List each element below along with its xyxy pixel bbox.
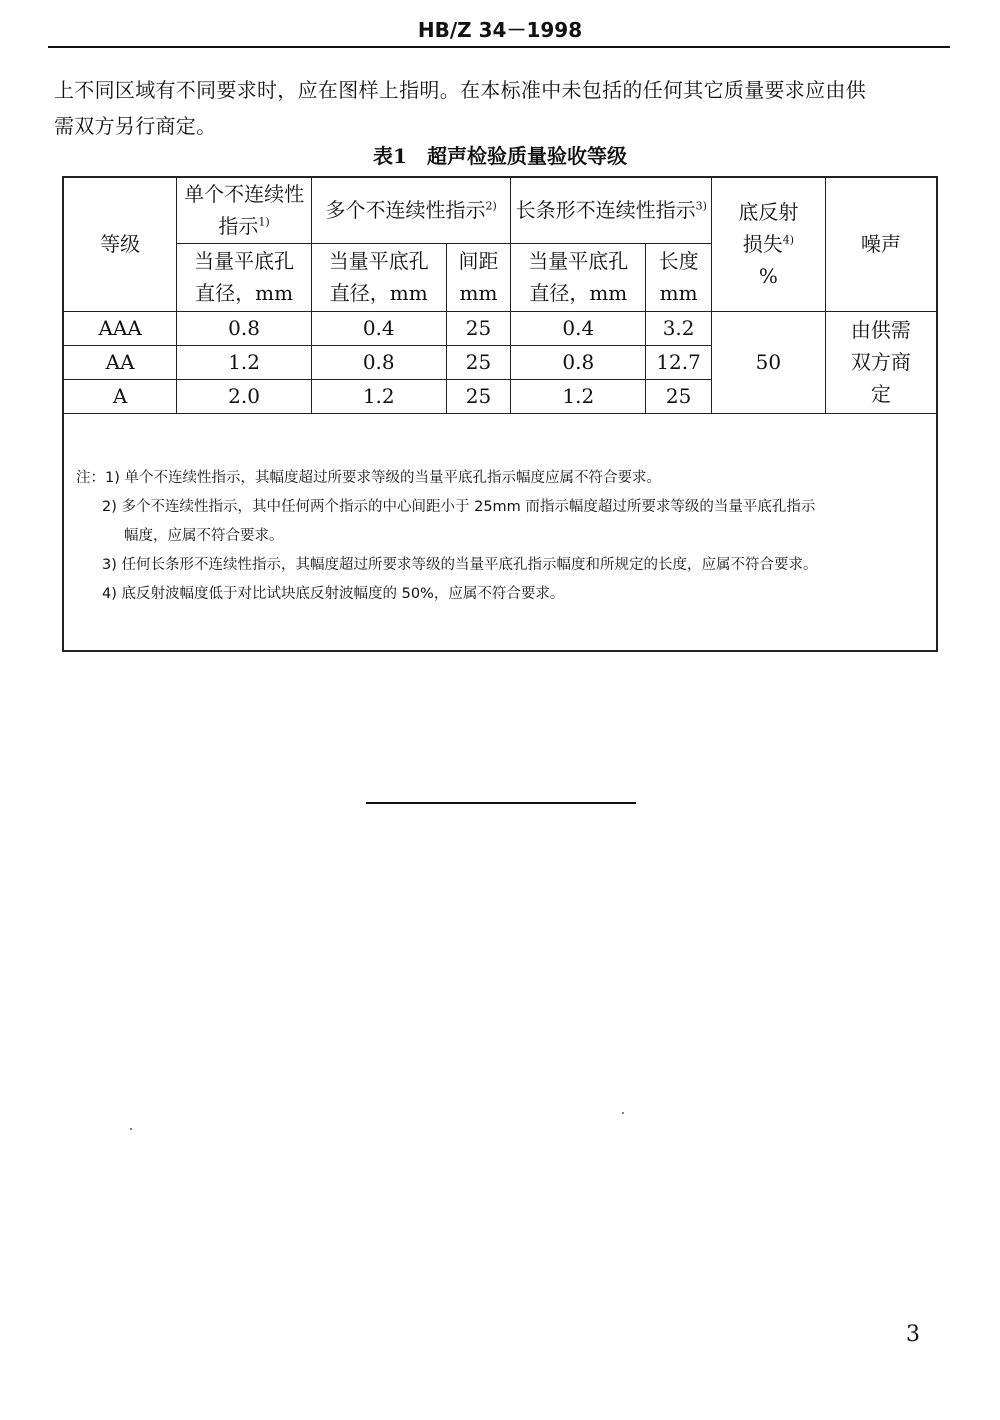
header-elongated-sup: 3) [695, 199, 707, 213]
cell-noise-value: 由供需 双方商 定 [825, 311, 937, 413]
cell-single-fbh: 1.2 [177, 345, 312, 379]
table-notes-cell [63, 413, 937, 651]
cell-multi-spacing: 25 [446, 379, 511, 413]
note-4: 4) 底反射波幅度低于对比试块底反射波幅度的 50%，应属不符合要求。 [102, 585, 565, 602]
cell-single-fbh: 0.8 [177, 311, 312, 345]
acceptance-grade-table [62, 176, 938, 652]
header-backwall-sup: 4) [782, 233, 795, 247]
subheader-multi-spacing: 间距 mm [446, 243, 511, 311]
cell-elong-length: 3.2 [646, 311, 712, 345]
header-backwall-line2: 损失$^{4)}$ [742, 232, 795, 257]
table-notes [64, 414, 936, 609]
header-grade: 等级 [63, 177, 177, 311]
cell-elong-length: 12.7 [646, 345, 712, 379]
header-single-sup: 1) [258, 215, 270, 229]
header-multiple-sup: 2) [485, 199, 497, 213]
header-backwall-unit: % [758, 264, 778, 289]
cell-multi-spacing: 25 [446, 345, 511, 379]
subheader-elong-fbh: 当量平底孔 直径，mm [511, 243, 646, 311]
intro-paragraph [54, 72, 954, 144]
scan-speck [622, 1112, 624, 1114]
header-noise: 噪声 [825, 177, 937, 311]
header-multiple-text: 多个不连续性指示 [325, 198, 486, 223]
cell-single-fbh: 2.0 [177, 379, 312, 413]
note-2: 2) 多个不连续性指示，其中任何两个指示的中心间距小于 25mm 而指示幅度超过所要求等级的当量平底孔指示 [102, 498, 816, 515]
header-backwall-loss [712, 177, 826, 311]
intro-line-1: 上不同区域有不同要求时，应在图样上指明。在本标准中未包括的任何其它质量要求应由供 [54, 78, 866, 102]
table-caption: 表1 超声检验质量验收等级 [373, 144, 627, 168]
subheader-single-fbh: 当量平底孔 直径，mm [177, 243, 312, 311]
note-1: 注：1) 单个不连续性指示，其幅度超过所要求等级的当量平底孔指示幅度应属不符合要求。 [76, 469, 661, 486]
cell-multi-fbh: 0.8 [311, 345, 446, 379]
subheader-multi-fbh: 当量平底孔 直径，mm [311, 243, 446, 311]
scan-speck [130, 1128, 132, 1130]
cell-elong-fbh: 0.4 [511, 311, 646, 345]
table-row [63, 311, 937, 345]
document-code: HB/Z 34－1998 [417, 18, 583, 42]
header-rule [48, 46, 950, 48]
cell-grade: AAA [63, 311, 177, 345]
cell-elong-fbh: 0.8 [511, 345, 646, 379]
note-2-continued: 幅度，应属不符合要求。 [124, 527, 284, 544]
cell-grade: AA [63, 345, 177, 379]
cell-elong-length: 25 [646, 379, 712, 413]
header-single-indication [177, 177, 312, 243]
header-elongated-indication [511, 177, 712, 243]
header-multiple-indication [311, 177, 511, 243]
page-number: 3 [906, 1322, 920, 1347]
cell-multi-spacing: 25 [446, 311, 511, 345]
end-rule [366, 802, 636, 804]
cell-multi-fbh: 0.4 [311, 311, 446, 345]
header-elongated-text: 长条形不连续性指示 [515, 198, 696, 223]
header-backwall-line1: 底反射 [738, 200, 799, 225]
subheader-elong-length: 长度 mm [646, 243, 712, 311]
header-single-text: 单个不连续性指示 [184, 182, 305, 239]
cell-grade: A [63, 379, 177, 413]
intro-line-2: 需双方另行商定。 [54, 114, 217, 138]
cell-elong-fbh: 1.2 [511, 379, 646, 413]
cell-backwall-value: 50 [712, 311, 826, 413]
cell-multi-fbh: 1.2 [311, 379, 446, 413]
note-3: 3) 任何长条形不连续性指示，其幅度超过所要求等级的当量平底孔指示幅度和所规定的长度，应属不符合要求。 [102, 556, 818, 573]
